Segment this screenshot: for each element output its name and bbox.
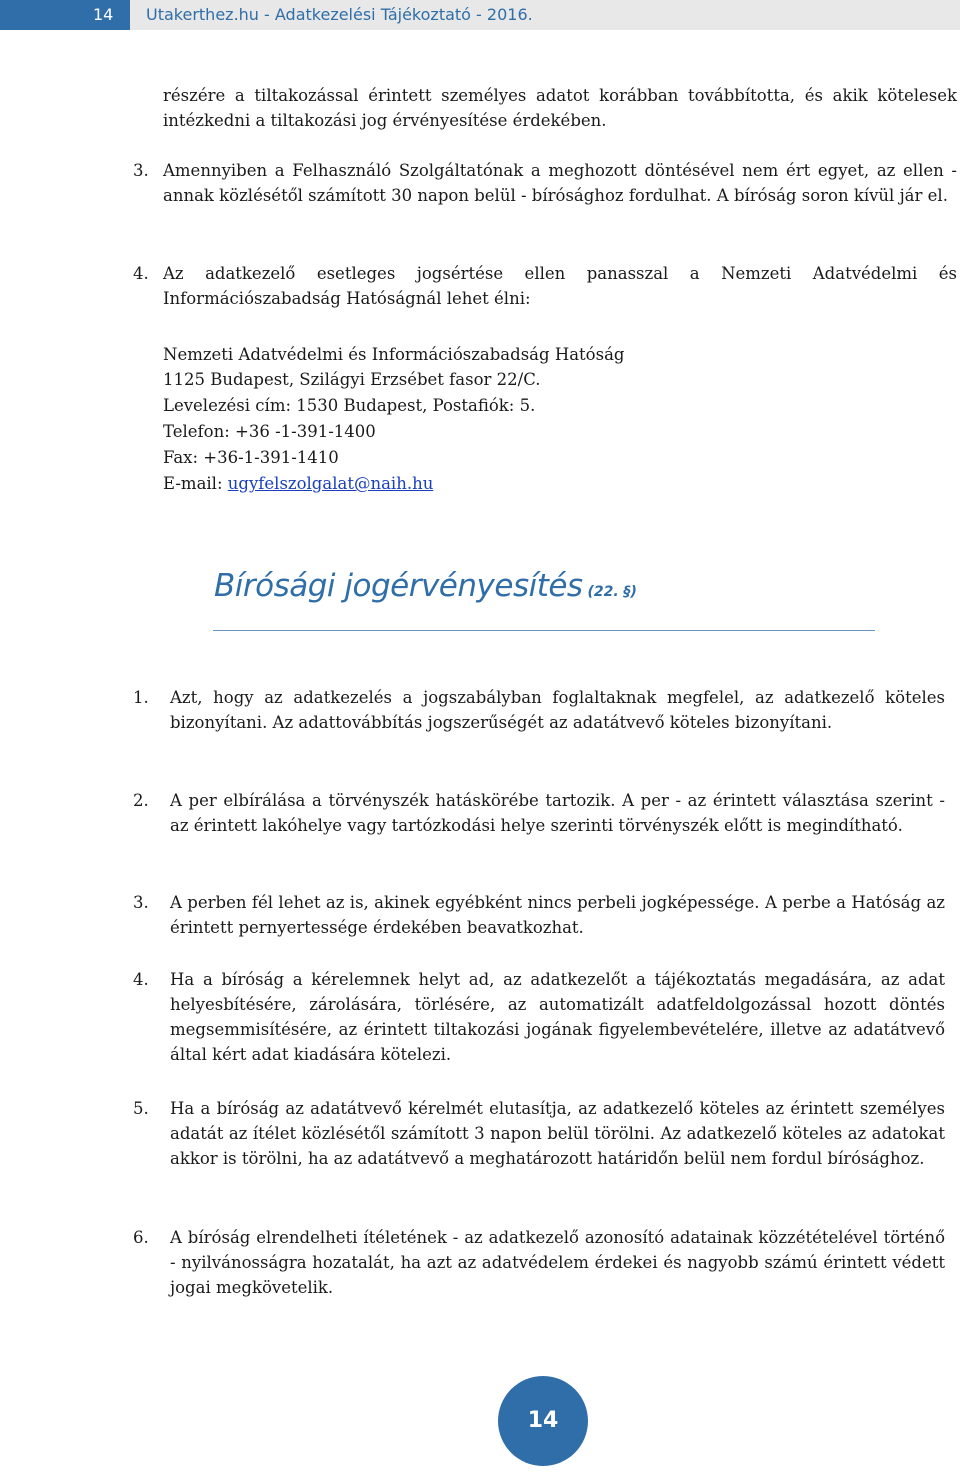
list-item-6-number: 6. bbox=[133, 1228, 149, 1247]
list-item-6-text: A bíróság elrendelheti ítéletének - az adatkezelő azonosító adatainak közzétételével történő - nyilvánosságra hozatalát, ha azt az adatvédelem érdekei és nagyobb számú érintett védett jogai megkövetelik. bbox=[170, 1228, 945, 1297]
list-item-4-number: 4. bbox=[133, 970, 149, 989]
header-page-number: 14 bbox=[0, 0, 130, 30]
top-item-4-text: Az adatkezelő esetleges jogsértése ellen panasszal a Nemzeti Adatvédelmi és Információszabadság Hatóságnál lehet élni: bbox=[163, 264, 957, 308]
list-item-3-text: A perben fél lehet az is, akinek egyébként nincs perbeli jogképessége. A perbe a Hatóság az érintett pernyertessége érdekében beavatkozhat. bbox=[170, 893, 945, 937]
top-item-3-text: Amennyiben a Felhasználó Szolgáltatónak a meghozott döntésével nem ért egyet, az ellen - annak közlésétől számított 30 napon belül - bírósághoz fordulhat. A bíróság soron kívül jár el. bbox=[163, 161, 957, 205]
header-title: Utakerthez.hu - Adatkezelési Tájékoztató - 2016. bbox=[146, 5, 533, 24]
contact-email-link[interactable]: ugyfelszolgalat@naih.hu bbox=[227, 474, 434, 493]
list-item-3-number: 3. bbox=[133, 893, 149, 912]
section-title bbox=[214, 568, 637, 604]
section-divider bbox=[213, 630, 875, 631]
contact-fax: Fax: +36-1-391-1410 bbox=[163, 448, 339, 467]
page-header bbox=[0, 0, 960, 30]
contact-name: Nemzeti Adatvédelmi és Információszabadság Hatóság bbox=[163, 345, 625, 364]
top-item-3-number: 3. bbox=[133, 161, 149, 180]
contact-email-line bbox=[163, 471, 433, 496]
footer-page-number: 14 bbox=[498, 1376, 588, 1466]
contact-email-label: E-mail: bbox=[163, 474, 228, 493]
list-item-5-text: Ha a bíróság az adatátvevő kérelmét elutasítja, az adatkezelő köteles az érintett személyes adatát az ítélet közlésétől számított 3 napon belül törölni. Az adatkezelő köteles az adatokat akkor is törölni, ha az adatátvevő a meghatározott határidőn belül nem fordul bírósághoz. bbox=[170, 1099, 945, 1168]
list-item-2-number: 2. bbox=[133, 791, 149, 810]
section-title-text: Bírósági jogérvényesítés bbox=[214, 568, 583, 604]
list-item-4-text: Ha a bíróság a kérelemnek helyt ad, az adatkezelőt a tájékoztatás megadására, az adat helyesbítésére, zárolására, törlésére, az automatizált adatfeldolgozással hozott döntés megsemmisítésére, az érintett tiltakozási jogának figyelembevételére, illetve az adatátvevő által kért adat kiadására kötelezi. bbox=[170, 970, 945, 1064]
contact-address: 1125 Budapest, Szilágyi Erzsébet fasor 22/C. bbox=[163, 370, 541, 389]
list-item-2-text: A per elbírálása a törvényszék hatáskörébe tartozik. A per - az érintett választása szerint - az érintett lakóhelye vagy tartózkodási helye szerinti törvényszék előtt is megindítható. bbox=[170, 791, 945, 835]
list-item-1-number: 1. bbox=[133, 688, 149, 707]
list-item-5-number: 5. bbox=[133, 1099, 149, 1118]
continuation-paragraph: részére a tiltakozással érintett személyes adatot korábban továbbította, és akik kötelesek intézkedni a tiltakozási jog érvényesítése érdekében. bbox=[163, 86, 957, 130]
contact-postal: Levelezési cím: 1530 Budapest, Postafiók: 5. bbox=[163, 396, 536, 415]
list-item-1-text: Azt, hogy az adatkezelés a jogszabályban foglaltaknak megfelel, az adatkezelő köteles bizonyítani. Az adattovábbítás jogszerűségét az adatátvevő köteles bizonyítani. bbox=[170, 688, 945, 732]
section-title-ref: (22. §) bbox=[582, 584, 637, 600]
top-item-4-number: 4. bbox=[133, 264, 149, 283]
contact-phone: Telefon: +36 -1-391-1400 bbox=[163, 422, 376, 441]
